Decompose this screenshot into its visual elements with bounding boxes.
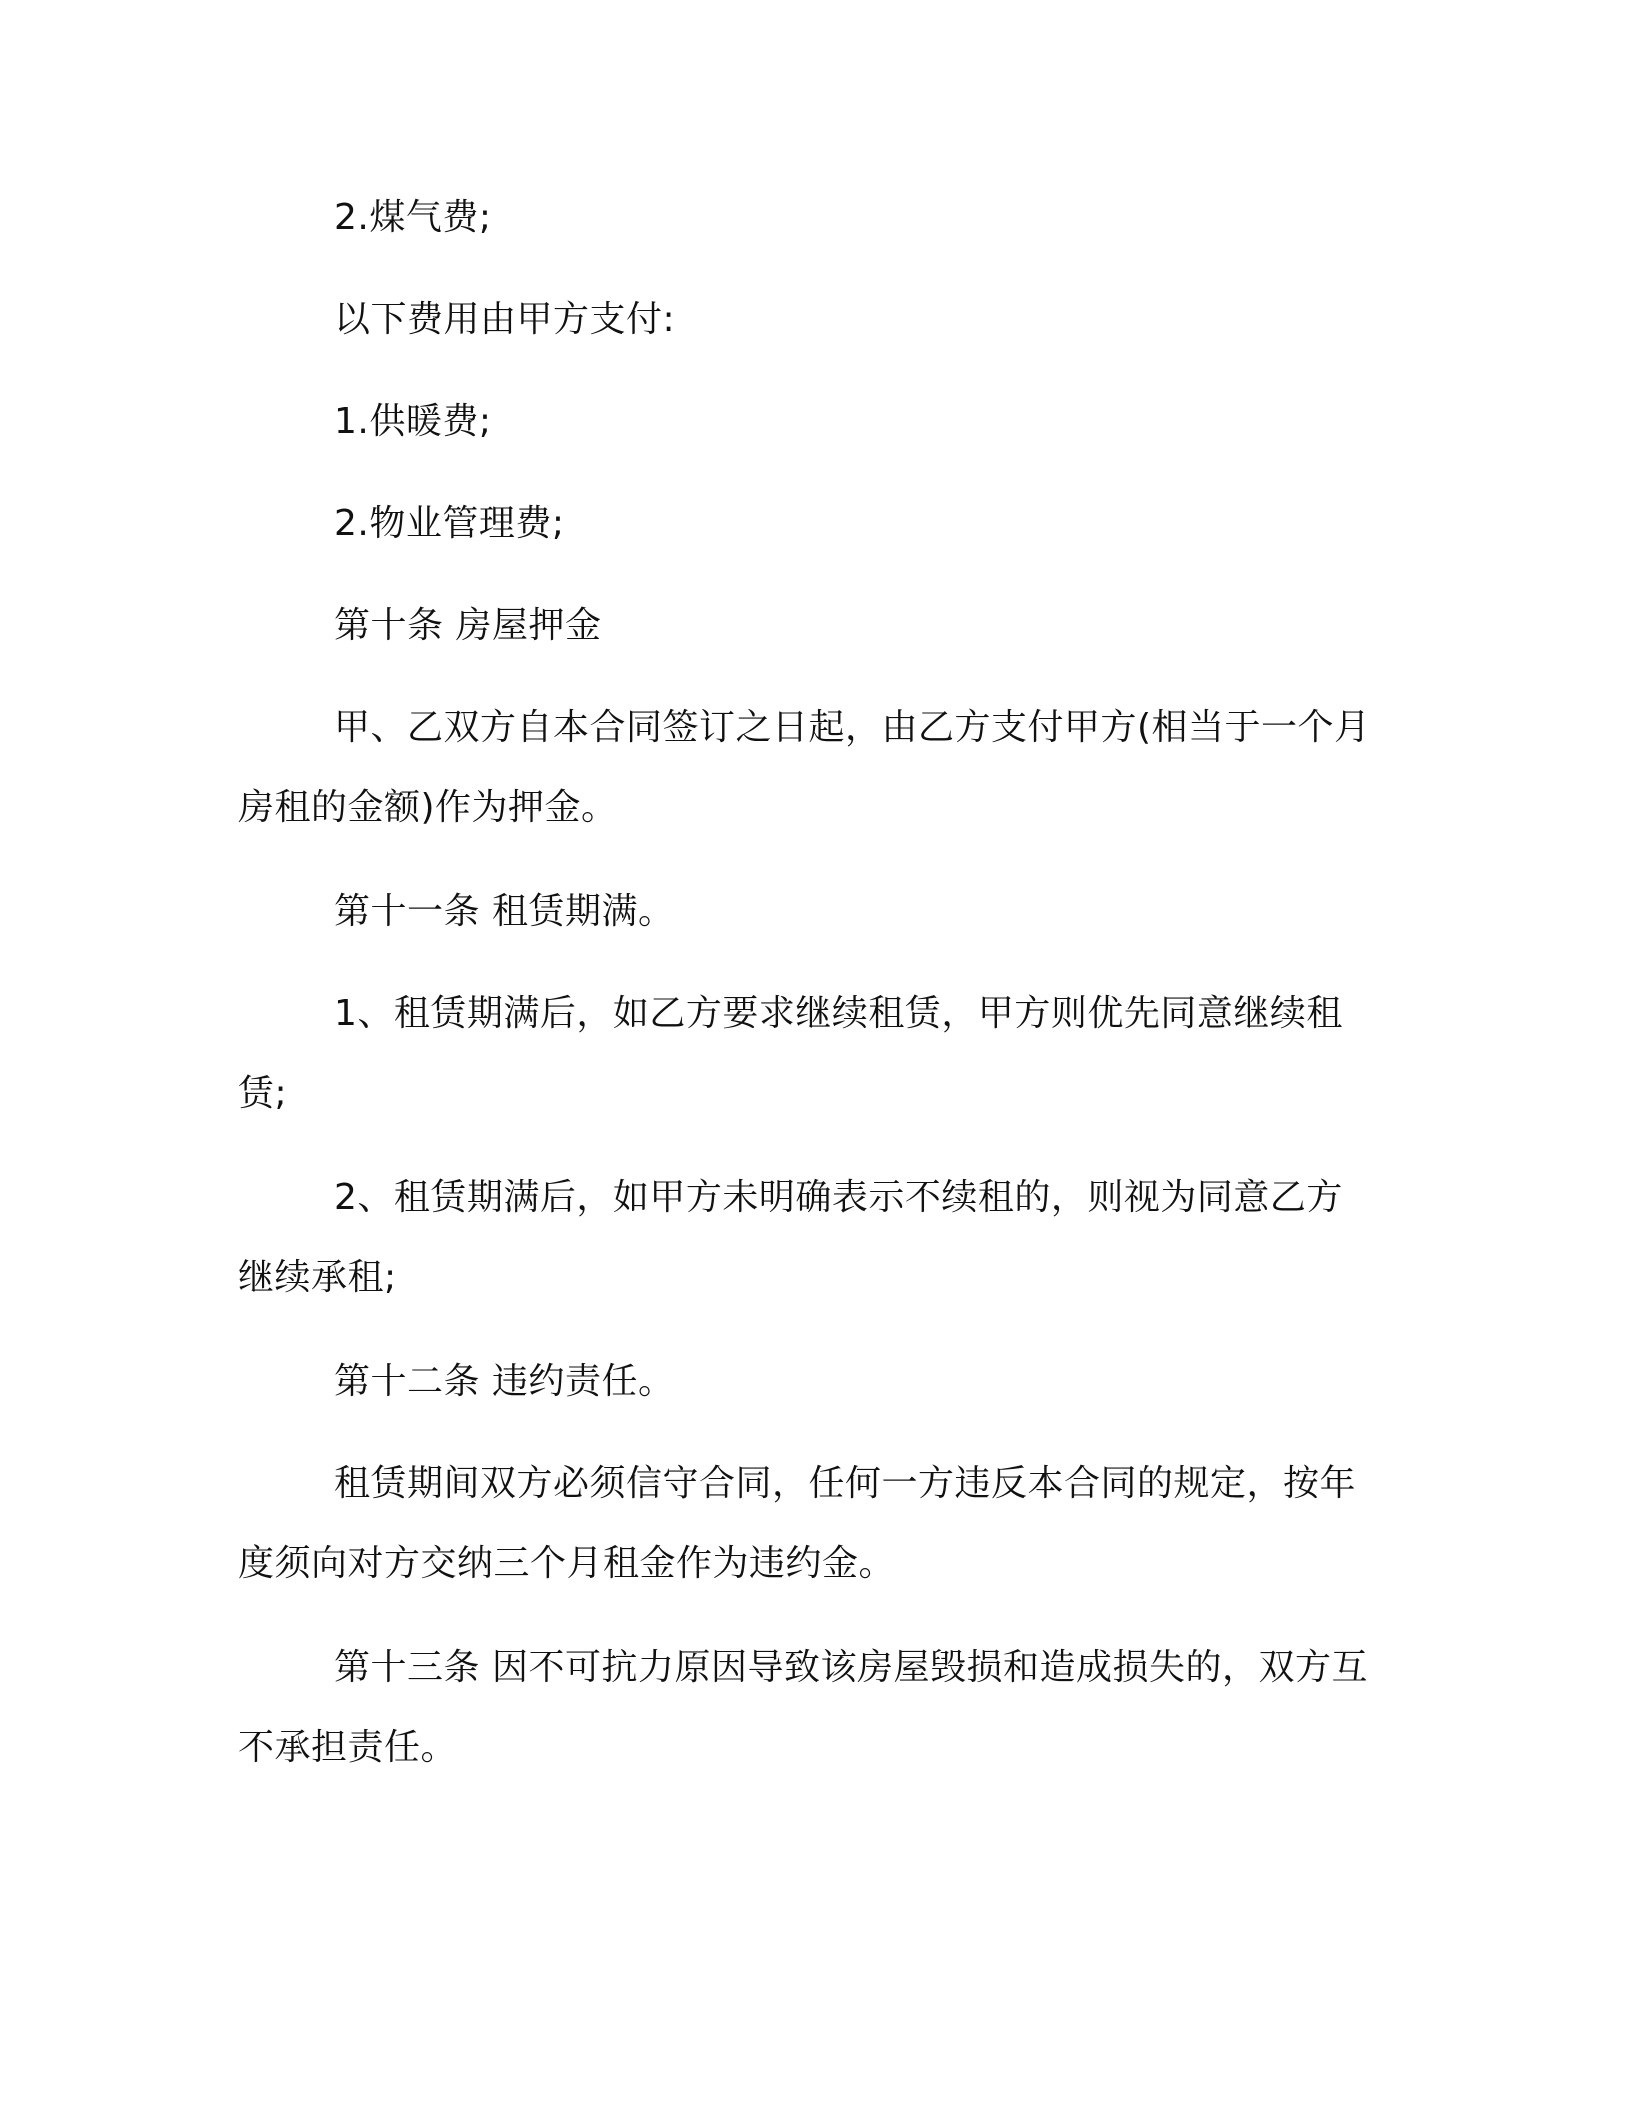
paragraph: 1、租赁期满后，如乙方要求继续租赁，甲方则优先同意继续租赁;	[238, 993, 1343, 1114]
section-heading: 第十一条 租赁期满。	[334, 891, 675, 932]
paragraph: 以下费用由甲方支付:	[334, 299, 676, 340]
section-heading: 第十二条 违约责任。	[334, 1361, 675, 1402]
paragraph: 甲、乙双方自本合同签订之日起，由乙方支付甲方(相当于一个月房租的金额)作为押金。	[238, 707, 1371, 828]
paragraph: 1.供暖费;	[334, 401, 492, 442]
paragraph: 2.物业管理费;	[334, 503, 565, 544]
section-heading: 第十条 房屋押金	[334, 605, 602, 646]
paragraph: 第十三条 因不可抗力原因导致该房屋毁损和造成损失的，双方互不承担责任。	[238, 1647, 1368, 1768]
paragraph: 2.煤气费;	[334, 197, 492, 238]
paragraph: 2、租赁期满后，如甲方未明确表示不续租的，则视为同意乙方继续承租;	[238, 1177, 1343, 1298]
paragraph: 租赁期间双方必须信守合同，任何一方违反本合同的规定，按年度须向对方交纳三个月租金作为违约金。	[238, 1463, 1357, 1584]
